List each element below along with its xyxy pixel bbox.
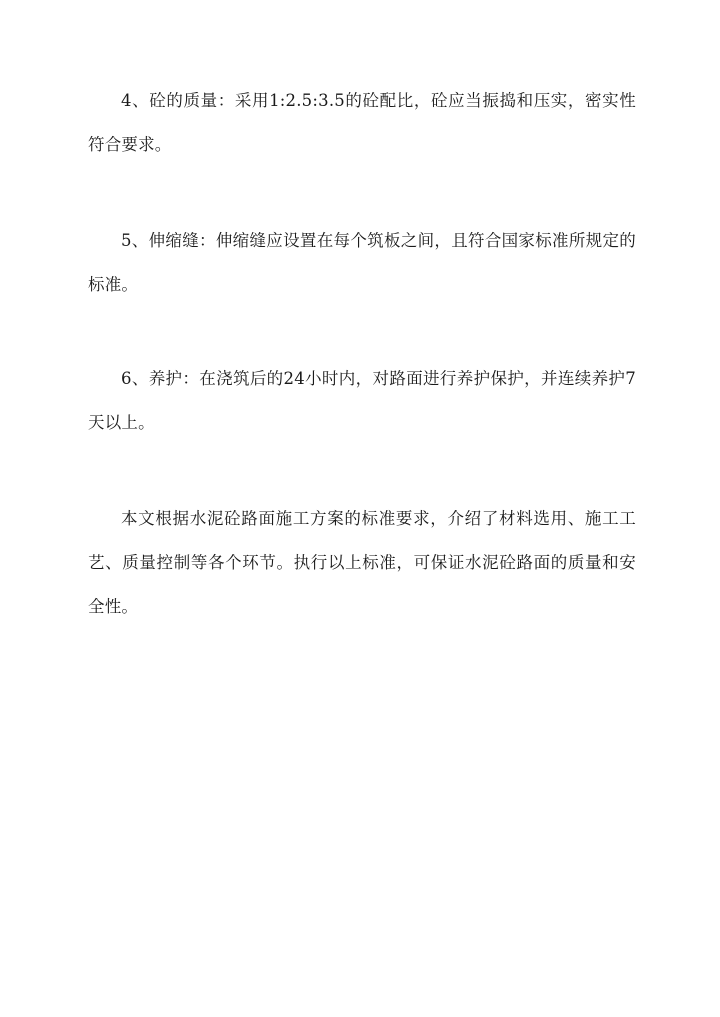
paragraph-expansion-joint: 5、伸缩缝：伸缩缝应设置在每个筑板之间，且符合国家标准所规定的标准。 [88,231,636,294]
paragraph-summary: 本文根据水泥砼路面施工方案的标准要求，介绍了材料选用、施工工艺、质量控制等各个环节。执行以上标准，可保证水泥砼路面的质量和安全性。 [88,509,636,616]
paragraph-curing: 6、养护：在浇筑后的24小时内，对路面进行养护保护，并连续养护7天以上。 [88,369,636,432]
paragraph-concrete-quality: 4、砼的质量：采用1:2.5:3.5的砼配比，砼应当振捣和压实，密实性符合要求。 [88,91,636,154]
